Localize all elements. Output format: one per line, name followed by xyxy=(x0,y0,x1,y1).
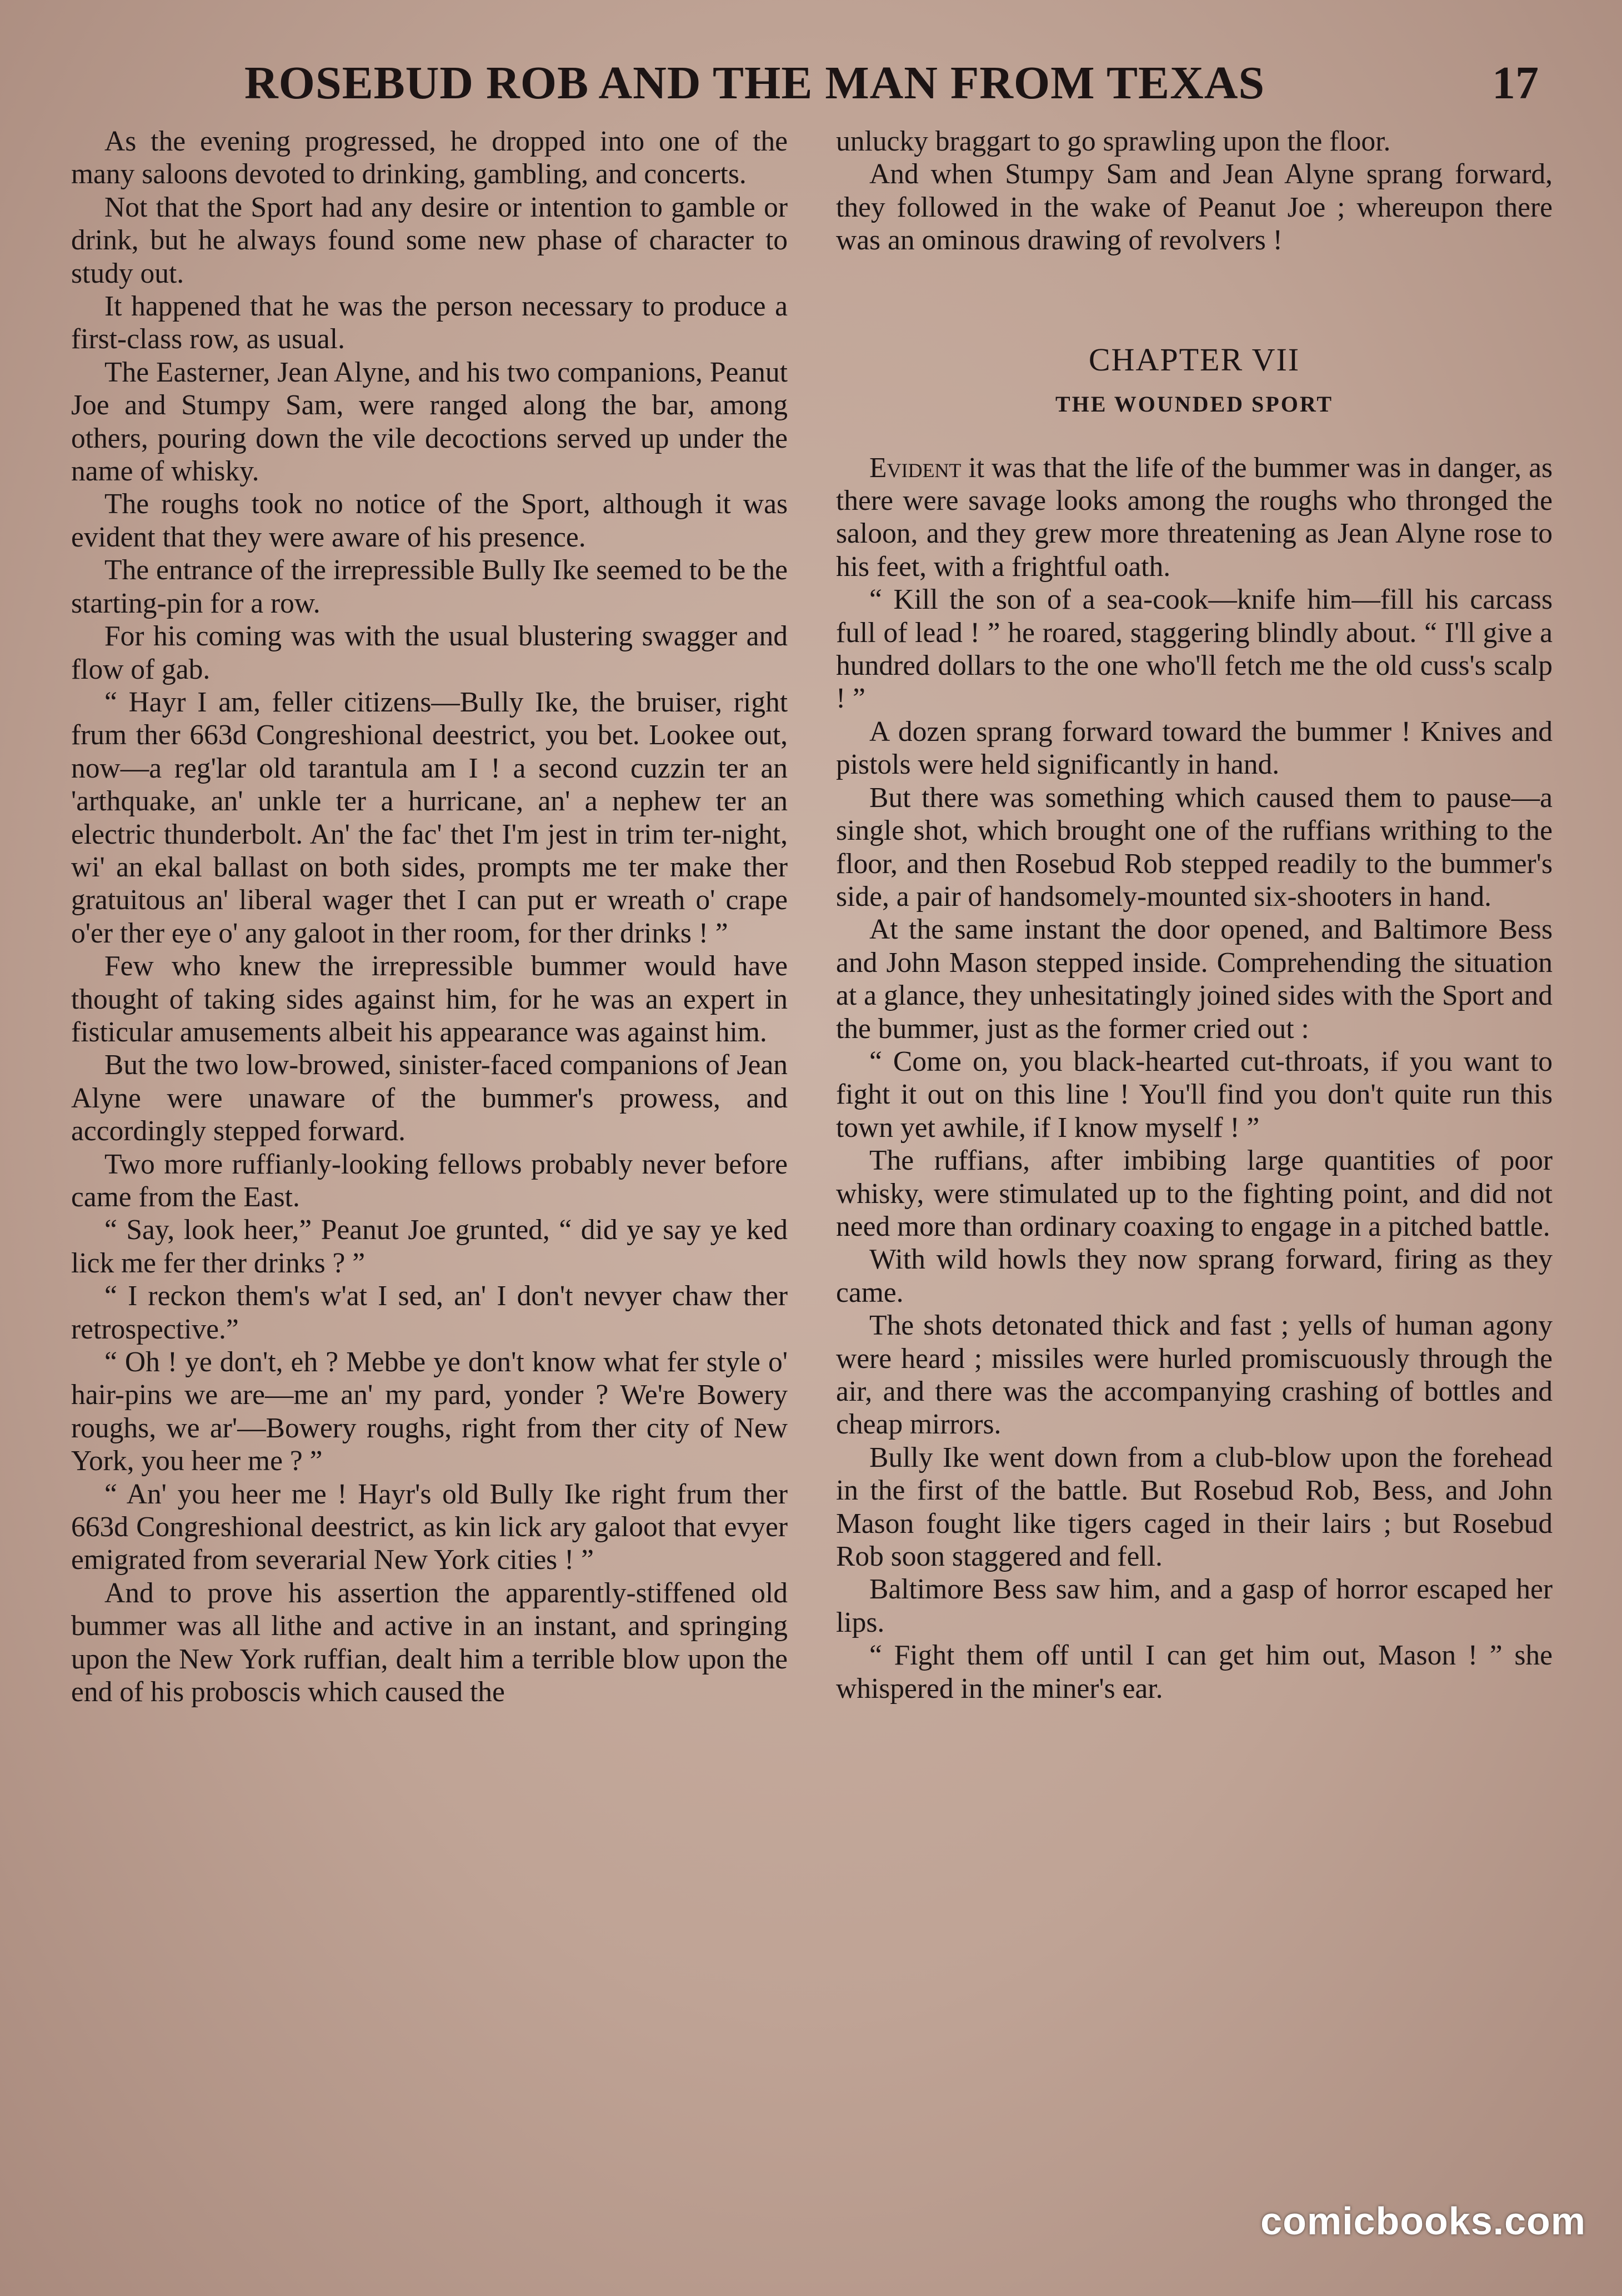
page-number: 17 xyxy=(1492,57,1539,109)
paragraph: “ Oh ! ye don't, eh ? Mebbe ye don't know what fer style o' hair-pins we are—me an' my pard, yonder ? We're Bowery roughs, we ar'—Bowery roughs, right from ther city of New York, you heer me ? ” xyxy=(71,1346,788,1477)
right-column xyxy=(836,125,1553,2210)
paragraph: “ Say, look heer,” Peanut Joe grunted, “ did ye say ye ked lick me fer ther drinks ? ” xyxy=(71,1214,788,1279)
paragraph: The ruffians, after imbibing large quantities of poor whisky, were stimulated up to the fighting point, and did not need more than ordinary coaxing to engage in a pitched battle. xyxy=(836,1145,1553,1242)
paragraph: It happened that he was the person necessary to produce a first-class row, as usual. xyxy=(71,290,788,355)
paragraph: But the two low-browed, sinister-faced companions of Jean Alyne were unaware of the bummer's prowess, and accordingly stepped forward. xyxy=(71,1049,788,1147)
paragraph: With wild howls they now sprang forward, firing as they came. xyxy=(836,1244,1553,1309)
paragraph: “ Hayr I am, feller citizens—Bully Ike, the bruiser, right frum ther 663d Congreshional deestrict, you bet. Lookee out, now—a reg'lar old tarantula am I ! a second cuzzin ter an 'arthquake, an' unkle ter a hurricane, an' a nephew ter an electric thunderbolt. An' the fac' thet I'm jest in trim ter-night, wi' an ekal ballast on both sides, prompts me ter make ther gratuitous an' liberal wager thet I can put er wreath o' crape o'er ther eye o' any galoot in ther room, for ther drinks ! ” xyxy=(71,686,788,949)
paragraph: Not that the Sport had any desire or intention to gamble or drink, but he always found some new phase of character to study out. xyxy=(71,191,788,289)
chapter-subtitle: THE WOUNDED SPORT xyxy=(1055,391,1334,417)
paragraph: The roughs took no notice of the Sport, although it was evident that they were aware of his presence. xyxy=(71,488,788,553)
paragraph: “ Fight them off until I can get him out, Mason ! ” she whispered in the miner's ear. xyxy=(836,1640,1553,1705)
paragraph: unlucky braggart to go sprawling upon the floor. xyxy=(836,126,1391,157)
paragraph: As the evening progressed, he dropped into one of the many saloons devoted to drinking, gambling, and concerts. xyxy=(71,126,788,191)
paragraph: Two more ruffianly-looking fellows probably never before came from the East. xyxy=(71,1148,788,1213)
paragraph: At the same instant the door opened, and Baltimore Bess and John Mason stepped inside. Comprehending the situation at a glance, they unhesitatingly joined sides with the Sport and the bummer, just as the former cried out : xyxy=(836,914,1553,1045)
paragraph: A dozen sprang forward toward the bummer ! Knives and pistols were held significantly in hand. xyxy=(836,715,1553,781)
chapter-heading: CHAPTER VII xyxy=(1088,341,1300,378)
drop-word: Evident xyxy=(869,452,962,484)
paragraph: The Easterner, Jean Alyne, and his two companions, Peanut Joe and Stumpy Sam, were ranged along the bar, among others, pouring down the vile decoctions served up under the name of whisky. xyxy=(71,356,788,488)
paragraph: Bully Ike went down from a club-blow upon the forehead in the first of the battle. But Rosebud Rob, Bess, and John Mason fought like tigers caged in their lairs ; but Rosebud Rob soon staggered and fell. xyxy=(836,1441,1553,1573)
paragraph: Baltimore Bess saw him, and a gasp of horror escaped her lips. xyxy=(836,1573,1553,1638)
paragraph: Few who knew the irrepressible bummer would have thought of taking sides against him, for he was an expert in fisticular amusements albeit his appearance was against him. xyxy=(71,950,788,1048)
paragraph: “ I reckon them's w'at I sed, an' I don't nevyer chaw ther retrospective.” xyxy=(71,1280,788,1345)
watermark: comicbooks.com xyxy=(1260,2199,1586,2243)
page-header xyxy=(244,53,1539,114)
paragraph: “ An' you heer me ! Hayr's old Bully Ike right frum ther 663d Congreshional deestrict, as kin lick ary galoot that evyer emigrated from severarial New York cities ! ” xyxy=(71,1478,788,1576)
left-column xyxy=(71,125,788,2210)
running-title: ROSEBUD ROB AND THE MAN FROM TEXAS xyxy=(244,57,1265,109)
paragraph: The shots detonated thick and fast ; yells of human agony were heard ; missiles were hurled promiscuously through the air, and there was the accompanying crashing of bottles and cheap mirrors. xyxy=(836,1310,1553,1441)
paragraph: “ Kill the son of a sea-cook—knife him—fill his carcass full of lead ! ” he roared, staggering blindly about. “ I'll give a hundred dollars to the one who'll fetch me the old cuss's scalp ! ” xyxy=(836,584,1553,715)
paragraph: For his coming was with the usual blustering swagger and flow of gab. xyxy=(71,620,788,685)
opening-text: it was that the life of the bummer was in danger, as there were savage looks among the roughs who thronged the saloon, and they grew more threatening as Jean Alyne rose to his feet, with a frightful oath. xyxy=(836,452,1553,583)
paragraph: And to prove his assertion the apparently-stiffened old bummer was all lithe and active in an instant, and springing upon the New York ruffian, dealt him a terrible blow upon the end of his proboscis which caused the xyxy=(71,1577,788,1708)
paragraph: “ Come on, you black-hearted cut-throats, if you want to fight it out on this line ! You'll find you don't quite run this town yet awhile, if I know myself ! ” xyxy=(836,1045,1553,1144)
paragraph: The entrance of the irrepressible Bully Ike seemed to be the starting-pin for a row. xyxy=(71,554,788,619)
paragraph: And when Stumpy Sam and Jean Alyne sprang forward, they followed in the wake of Peanut Joe ; whereupon there was an ominous drawing of revolvers ! xyxy=(836,158,1553,257)
paragraph: But there was something which caused them to pause—a single shot, which brought one of the ruffians writhing to the floor, and then Rosebud Rob stepped readily to the bummer's side, a pair of handsomely-mounted six-shooters in hand. xyxy=(836,781,1553,913)
chapter-opening-paragraph xyxy=(836,452,1553,584)
